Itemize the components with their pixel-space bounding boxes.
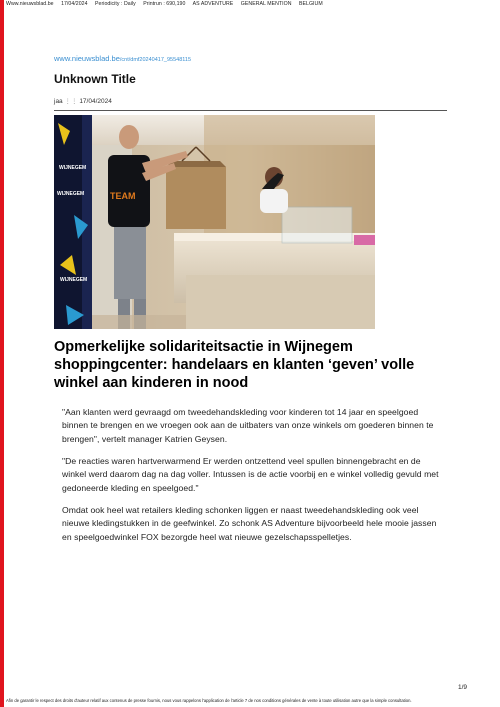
footer-disclaimer: Afin de garantir le respect des droits d'auteur relatif aux contenus de presse fournis, nous vous rappelons l'application de l'article 7 de nos conditions générales de vente à toute utilisation autre que la simple consultation. (6, 698, 412, 703)
article-meta (54, 97, 112, 105)
article-date: 17/04/2024 (79, 98, 112, 105)
source-link[interactable] (54, 54, 191, 63)
source-path[interactable]: /cnt/dmf20240417_95548115 (119, 57, 192, 63)
article-paragraph-2: "De reacties waren hartverwarmend Er werden ontzettend veel spullen binnengebracht en de winkel werd daarom dag na dag voller. Intussen is de actie voorbij en e winkel volledig gevuld met gedoneerde kleding en speelgoed." (62, 456, 439, 493)
press-clipping-header (6, 1, 329, 7)
header-mention: GENERAL MENTION (240, 1, 292, 7)
article-headline: Opmerkelijke solidariteitsactie in Wijnegem shoppingcenter: handelaars en klanten ‘geven’ volle winkel aan kinderen in nood (54, 339, 415, 391)
panel-text-3: WIJNEGEM (60, 277, 88, 283)
header-periodicity: Periodicity : Daily (95, 1, 136, 7)
separator-icon: ⋮⋮ (64, 98, 78, 105)
left-red-bar (0, 0, 4, 707)
header-printrun: Printrun : 690,190 (143, 1, 186, 7)
header-brand: AS ADVENTURE (192, 1, 234, 7)
page-title: Unknown Title (54, 72, 136, 86)
photo-illustration (54, 115, 375, 329)
header-country: BELGIUM (299, 1, 323, 7)
article-paragraph-1: "Aan klanten werd gevraagd om tweedehandskleding voor kinderen tot 14 jaar en speelgoed binnen te brengen en we vroegen ook aan de uitbaters van onze winkels om goederen binnen te brengen", vertelt manager Katrien Geysen. (62, 407, 434, 444)
divider (54, 110, 447, 111)
header-site: Www.nieuwsblad.be (6, 1, 54, 7)
article-author: jaa (54, 98, 63, 105)
header-date: 17/04/2024 (61, 1, 88, 7)
source-domain[interactable]: www.nieuwsblad.be (54, 54, 120, 63)
shirt-text: TEAM (110, 191, 136, 201)
page-number: 1/9 (458, 684, 468, 691)
article-photo (54, 115, 375, 329)
panel-text-1: WIJNEGEM (59, 165, 87, 171)
article-paragraph-3: Omdat ook heel wat retailers kleding schonken liggen er naast tweedehandskleding ook veel nieuwe kledingstukken in de geefwinkel. Zo schonk AS Adventure bijvoorbeeld hele mooie jassen en speelgoedwinkel FOX bezorgde heel wat nieuwe gezelschapsspelletjes. (62, 505, 437, 542)
panel-text-2: WIJNEGEM (57, 191, 85, 197)
